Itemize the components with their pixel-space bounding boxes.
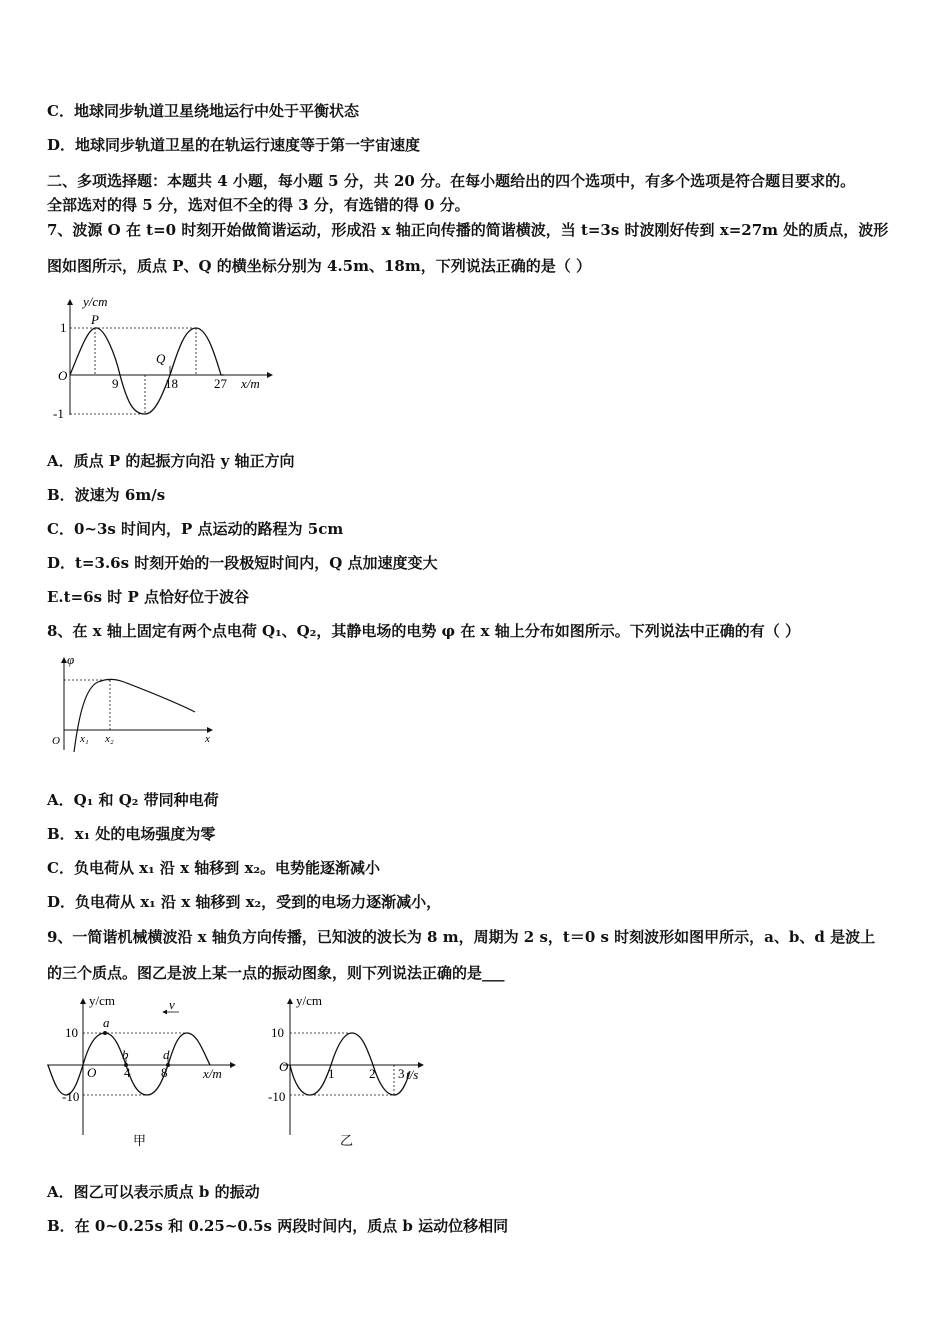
tick-minus-10: -10 — [62, 1089, 80, 1104]
q7-option-d: D．t=3.6s 时刻开始的一段极短时间内，Q 点加速度变大 — [47, 554, 438, 572]
q9-wave-figure-jia — [45, 995, 245, 1150]
origin-label: O — [58, 368, 68, 383]
q7-option-a: A．质点 P 的起振方向沿 y 轴正方向 — [47, 452, 295, 470]
tick-minus-10: -10 — [268, 1089, 286, 1104]
x-axis-label: x/m — [203, 1066, 222, 1081]
t-axis-label: t/s — [406, 1067, 419, 1082]
section2-instructions-2: 全部选对的得 5 分，选对但不全的得 3 分，有选错的得 0 分。 — [47, 196, 470, 214]
vibration-curve — [290, 1033, 410, 1095]
y-axis-label: y/cm — [89, 995, 115, 1008]
option-d-prev: D．地球同步轨道卫星的在轨运行速度等于第一宇宙速度 — [47, 136, 421, 154]
q8-stem: 8、在 x 轴上固定有两个点电荷 Q₁、Q₂，其静电场的电势 φ 在 x 轴上分布如图所示。下列说法中正确的有（ ） — [47, 622, 800, 640]
origin-label: O — [279, 1059, 289, 1074]
origin-label: O — [87, 1065, 97, 1080]
x1-label: x₁ — [80, 733, 89, 745]
q7-option-c: C．0~3s 时间内，P 点运动的路程为 5cm — [47, 520, 344, 538]
tick-8: 8 — [161, 1065, 168, 1080]
x-axis-label: x/m — [241, 376, 260, 391]
tick-18: 18 — [165, 376, 178, 391]
q7-stem-1: 7、波源 O 在 t=0 时刻开始做简谐运动，形成沿 x 轴正向传播的简谐横波，当 t=3s 时波刚好传到 x=27m 处的质点，波形 — [47, 221, 889, 239]
origin-label: O — [52, 735, 60, 747]
d-label: d — [163, 1047, 170, 1062]
caption-jia: 甲 — [133, 1133, 147, 1148]
wave-curve — [70, 328, 224, 414]
b-label: b — [122, 1047, 129, 1062]
wave-curve — [48, 1033, 210, 1095]
q8-option-a: A．Q₁ 和 Q₂ 带同种电荷 — [47, 791, 219, 809]
a-label: a — [103, 1015, 110, 1030]
y-axis-label: y/cm — [83, 294, 108, 309]
option-c-prev: C．地球同步轨道卫星绕地运行中处于平衡状态 — [47, 102, 359, 120]
tick-10: 10 — [271, 1025, 284, 1040]
q8-option-d: D．负电荷从 x₁ 沿 x 轴移到 x₂，受到的电场力逐渐减小， — [47, 893, 442, 911]
tick-10: 10 — [65, 1025, 78, 1040]
q9-stem-1: 9、一简谐机械横波沿 x 轴负方向传播，已知波的波长为 8 m，周期为 2 s，t＝0 s 时刻波形如图甲所示，a、b、d 是波上 — [47, 928, 876, 946]
q7-stem-2: 图如图所示，质点 P、Q 的横坐标分别为 4.5m、18m，下列说法正确的是（ ） — [47, 257, 591, 275]
tick-2: 2 — [369, 1066, 376, 1081]
tick-4: 4 — [124, 1065, 131, 1080]
q9-option-a: A．图乙可以表示质点 b 的振动 — [47, 1183, 260, 1201]
tick-1: 1 — [328, 1066, 335, 1081]
q7-option-b: B．波速为 6m/s — [47, 486, 166, 504]
point-q-label: Q — [156, 351, 166, 366]
tick-27: 27 — [214, 376, 227, 391]
phi-label: φ — [67, 652, 75, 667]
point-a — [103, 1031, 107, 1035]
q7-option-e: E.t=6s 时 P 点恰好位于波谷 — [47, 588, 249, 606]
q9-option-b: B．在 0~0.25s 和 0.25~0.5s 两段时间内，质点 b 运动位移相同 — [47, 1217, 509, 1235]
x2-label: x₂ — [105, 733, 114, 745]
point-p-label: P — [91, 312, 99, 327]
caption-yi: 乙 — [340, 1133, 354, 1148]
x-label: x — [205, 733, 210, 745]
y-axis-label: y/cm — [296, 995, 322, 1008]
section2-instructions-1: 二、多项选择题：本题共 4 小题，每小题 5 分，共 20 分。在每小题给出的四个选项中，有多个选项是符合题目要求的。 — [47, 172, 856, 190]
q9-vibration-figure-yi — [268, 995, 433, 1150]
q8-option-b: B．x₁ 处的电场强度为零 — [47, 825, 216, 843]
q7-wave-figure — [50, 290, 280, 425]
q8-potential-figure — [50, 652, 220, 752]
tick-3: 3 — [398, 1066, 405, 1081]
q8-option-c: C．负电荷从 x₁ 沿 x 轴移到 x₂。电势能逐渐减小 — [47, 859, 381, 877]
q9-stem-2: 的三个质点。图乙是波上某一点的振动图象，则下列说法正确的是___ — [47, 964, 505, 982]
potential-curve — [74, 679, 195, 752]
v-label: v — [169, 997, 175, 1012]
tick-9: 9 — [112, 376, 119, 391]
tick-1: 1 — [60, 320, 67, 335]
tick-minus-1: -1 — [53, 406, 64, 421]
